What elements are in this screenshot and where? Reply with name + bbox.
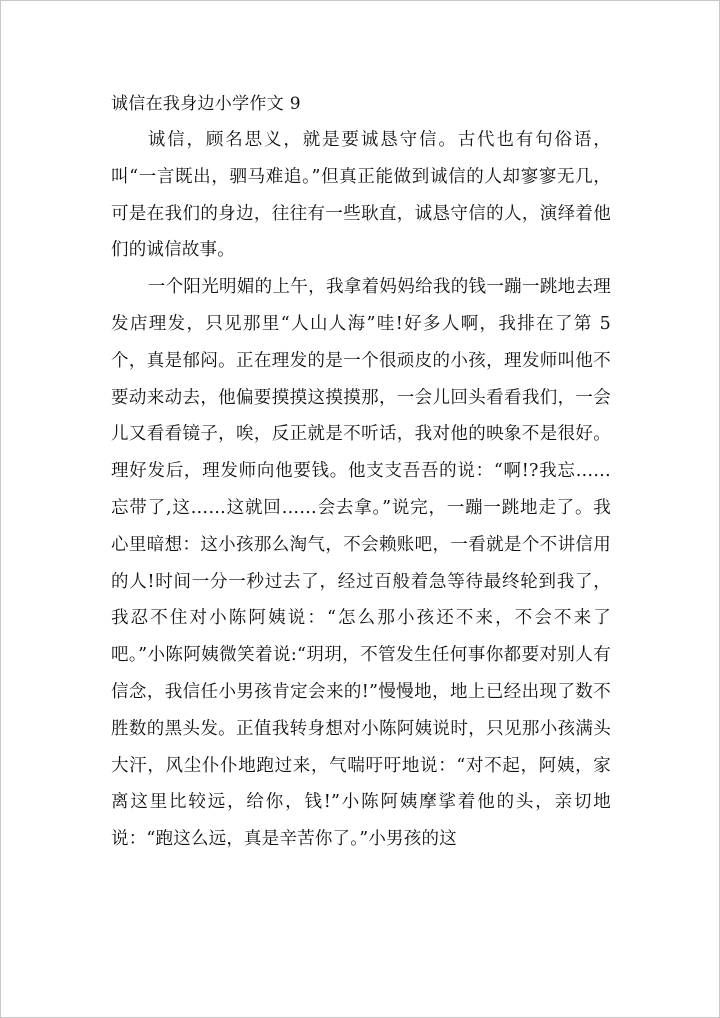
document-title: 诚信在我身边小学作文 9: [111, 94, 301, 114]
document-body: [111, 92, 611, 858]
paragraph-1: 诚信，顾名思义，就是要诚恳守信。古代也有句俗语，叫“一言既出，驷马难追。”但真正能做到诚信的人却寥寥无几，可是在我们的身边，往往有一些耿直，诚恳守信的人，演绎着他们的诚信故事。: [111, 130, 611, 261]
paragraph-2: 一个阳光明媚的上午，我拿着妈妈给我的钱一蹦一跳地去理发店理发，只见那里“人山人海”哇!好多人啊，我排在了第 5 个，真是郁闷。正在理发的是一个很顽皮的小孩，理发师叫他不要动来动去，他偏要摸摸这摸摸那，一会儿回头看看我们，一会儿又看看镜子，唉，反正就是不听话，我对他的映象不是很好。理好发后，理发师向他要钱。他支支吾吾的说：“啊!?我忘……忘带了,这……这就回……会去拿。”说完，一蹦一跳地走了。我心里暗想：这小孩那么淘气，不会赖账吧，一看就是个不讲信用的人!时间一分一秒过去了，经过百般着急等待最终轮到我了，我忍不住对小陈阿姨说：“怎么那小孩还不来，不会不来了吧。”小陈阿姨微笑着说:“玥玥，不管发生任何事你都要对别人有信念，我信任小男孩肯定会来的!”慢慢地，地上已经出现了数不胜数的黑头发。正值我转身想对小陈阿姨说时，只见那小孩满头大汗，风尘仆仆地跑过来，气喘吁吁地说：“对不起，阿姨，家离这里比较远，给你，钱!”小陈阿姨摩挲着他的头，亲切地说：“跑这么远，真是辛苦你了。”小男孩的这: [111, 277, 611, 850]
